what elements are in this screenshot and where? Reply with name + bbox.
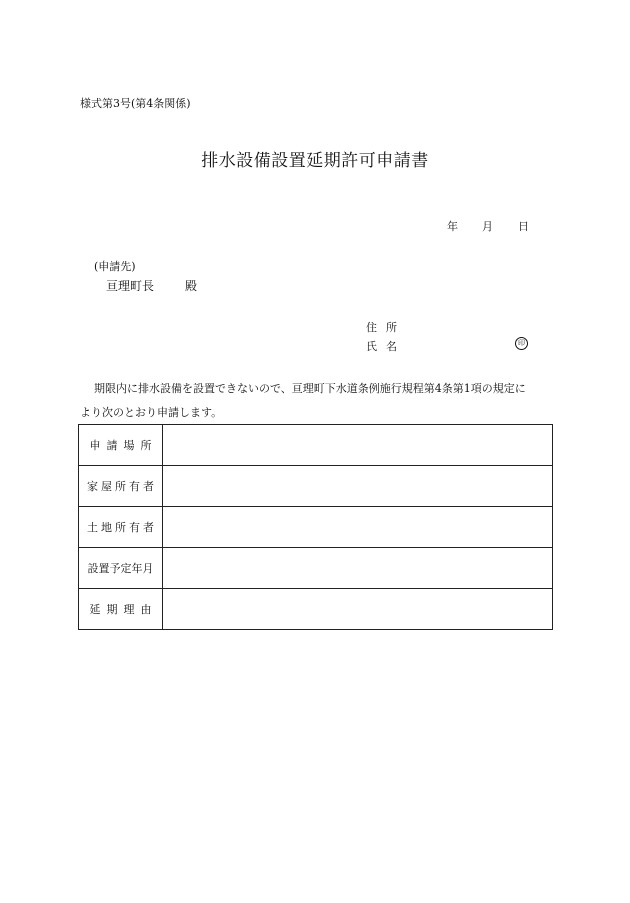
recipient-label: (申請先) xyxy=(94,260,136,273)
table-row xyxy=(79,507,553,548)
date-day-label: 日 xyxy=(518,220,529,233)
recipient-name: 亘理町長 xyxy=(106,279,155,293)
row-value-cell[interactable] xyxy=(163,548,553,589)
date-year-label: 年 xyxy=(447,220,458,233)
row-label-cell xyxy=(79,548,163,589)
row-value-cell[interactable] xyxy=(163,507,553,548)
table-row xyxy=(79,466,553,507)
row-value-cell[interactable] xyxy=(163,425,553,466)
form-number: 様式第3号(第4条関係) xyxy=(80,97,191,110)
row-label-cell xyxy=(79,466,163,507)
row-label: 申請場所 xyxy=(89,439,158,452)
body-text-line-2: より次のとおり申請します。 xyxy=(80,406,223,419)
seal-mark-icon: 印 xyxy=(515,337,528,350)
application-form-table xyxy=(78,424,553,630)
row-label: 家屋所有者 xyxy=(87,480,157,493)
row-value-cell[interactable] xyxy=(163,466,553,507)
row-label-cell xyxy=(79,589,163,630)
recipient-honorific: 殿 xyxy=(185,279,198,293)
address-label: 住所 xyxy=(366,321,406,334)
row-label: 土地所有者 xyxy=(87,521,157,534)
row-label: 設置予定年月 xyxy=(87,562,154,575)
date-month-label: 月 xyxy=(482,220,493,233)
name-label: 氏名 xyxy=(366,340,406,353)
row-value-cell[interactable] xyxy=(163,589,553,630)
document-title: 排水設備設置延期許可申請書 xyxy=(201,151,429,171)
row-label: 延期理由 xyxy=(89,603,158,616)
row-label-cell xyxy=(79,425,163,466)
row-label-cell xyxy=(79,507,163,548)
table-row xyxy=(79,425,553,466)
table-row xyxy=(79,589,553,630)
table-row xyxy=(79,548,553,589)
body-text-line-1: 期限内に排水設備を設置できないので、亘理町下水道条例施行規程第4条第1項の規定に xyxy=(94,382,526,395)
